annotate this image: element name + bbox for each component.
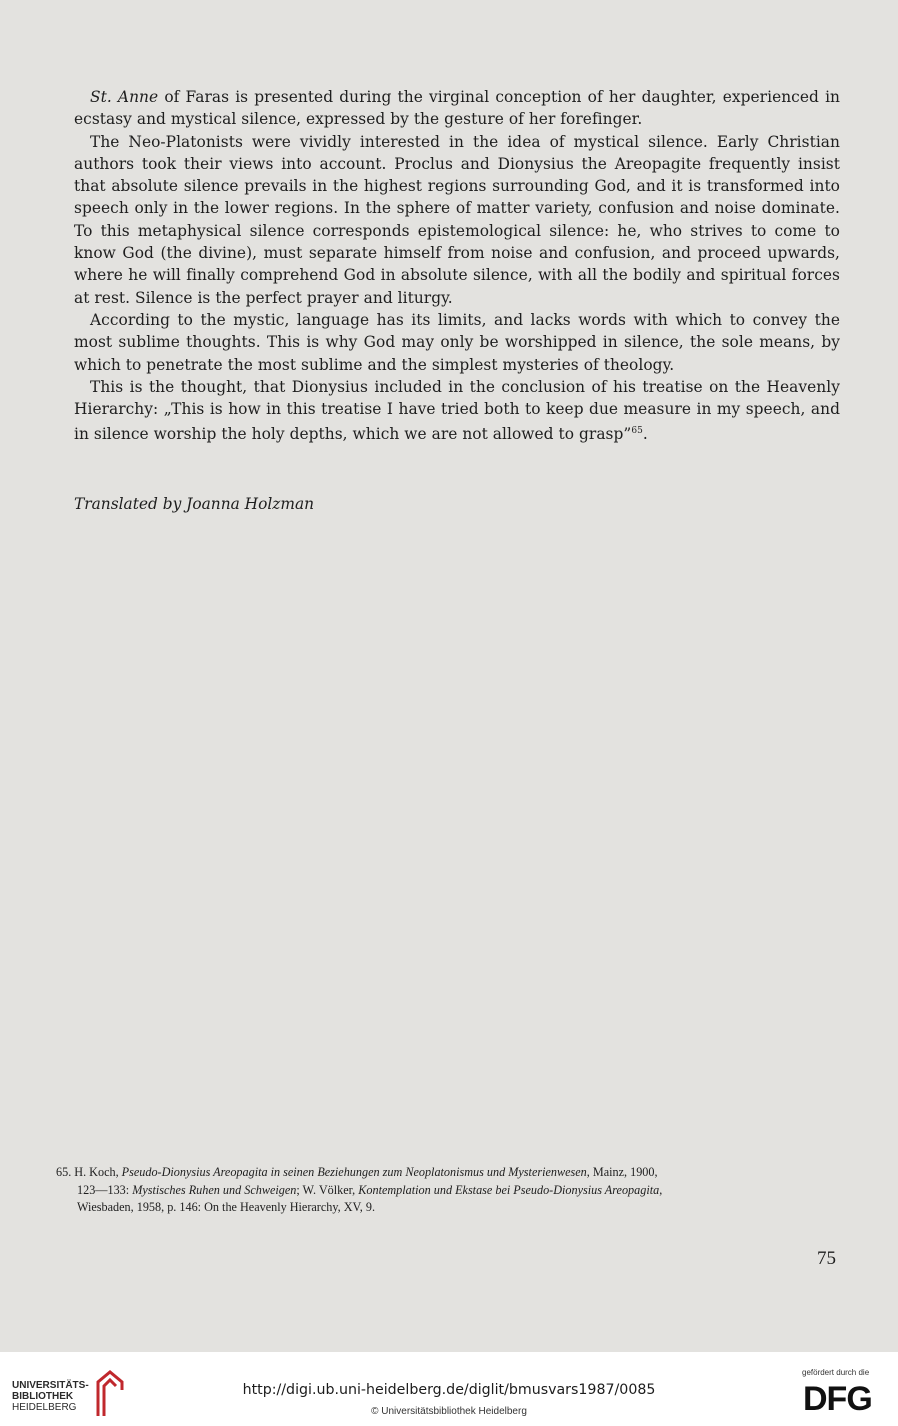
footnote-65 bbox=[56, 1164, 864, 1217]
paragraph-4-text: This is the thought, that Dionysius included in the conclusion of his treatise on the Heavenly Hierarchy: „This is how in this treatise I have tried both to keep due measure in my speech, and in silence worship the holy depths, which we are not allowed to grasp” bbox=[74, 377, 840, 444]
footnote-sep: , bbox=[659, 1182, 663, 1197]
footnote-line-1 bbox=[56, 1164, 864, 1182]
library-name-line-2: BIBLIOTHEK bbox=[12, 1391, 74, 1402]
footnote-line-2 bbox=[56, 1182, 864, 1200]
paragraph-2: The Neo-Platonists were vividly interested in the idea of mystical silence. Early Christian authors took their views into account. Proclus and Dionysius the Areopagite frequently insist that absolute silence prevails in the highest regions surrounding God, and it is transformed into speech only in the lower regions. In the sphere of matter variety, confusion and noise dominate. To this metaphysical silence corresponds epistemological silence: he, who strives to come to know God (the divine), must separate himself from noise and confusion, and proceed upwards, where he will finally comprehend God in absolute silence, with all the bodily and spiritual forces at rest. Silence is the perfect prayer and liturgy. bbox=[74, 132, 840, 307]
footnote-title-2: Kontemplation und Ekstase bei Pseudo-Dionysius Areopagita bbox=[358, 1182, 660, 1197]
footnote-author: H. Koch, bbox=[71, 1165, 122, 1179]
main-text bbox=[74, 86, 840, 446]
footnote-line-3: Wiesbaden, 1958, p. 146: On the Heavenly Hierarchy, XV, 9. bbox=[77, 1200, 376, 1214]
footnote-chapter: Mystisches Ruhen und Schweigen bbox=[132, 1182, 297, 1197]
footnote-reference[interactable]: 65 bbox=[631, 426, 643, 437]
footnote-place: , Mainz, 1900, bbox=[586, 1165, 658, 1179]
footnote-number: 65. bbox=[56, 1165, 72, 1179]
page-number: 75 bbox=[817, 1248, 836, 1269]
footnote-author-2: ; W. Völker, bbox=[296, 1182, 359, 1197]
translator-credit: Translated by Joanna Holzman bbox=[74, 495, 315, 513]
funder-caption: gefördert durch die bbox=[802, 1368, 870, 1377]
paragraph-4-end: . bbox=[642, 425, 648, 444]
paragraph-3: According to the mystic, language has its limits, and lacks words with which to convey the most sublime thoughts. This is why God may only be worshipped in silence, the sole means, by which to penetrate the most sublime and the simplest mysteries of theology. bbox=[74, 310, 840, 374]
dfg-logo[interactable]: DFG bbox=[803, 1380, 872, 1418]
footnote-pages: 123—133: bbox=[77, 1182, 133, 1197]
library-name-line-3: HEIDELBERG bbox=[12, 1402, 77, 1413]
paragraph-4 bbox=[74, 376, 840, 446]
footnote-title: Pseudo-Dionysius Areopagita in seinen Beziehungen zum Neoplatonismus und Mysterienwesen bbox=[121, 1165, 587, 1179]
permalink-url[interactable]: http://digi.ub.uni-heidelberg.de/diglit/bmusvars1987/0085 bbox=[242, 1382, 656, 1398]
paragraph-1 bbox=[74, 86, 840, 131]
digitization-footer bbox=[0, 1352, 898, 1426]
copyright-notice: © Universitätsbibliothek Heidelberg bbox=[371, 1406, 527, 1417]
library-name-line-1: UNIVERSITÄTS- bbox=[12, 1380, 89, 1391]
paragraph-1-emphasis: St. Anne bbox=[90, 88, 159, 106]
paragraph-1-text: of Faras is presented during the virginal conception of her daughter, experienced in ecstasy and mystical silence, expressed by the gesture of her forefinger. bbox=[74, 88, 841, 129]
